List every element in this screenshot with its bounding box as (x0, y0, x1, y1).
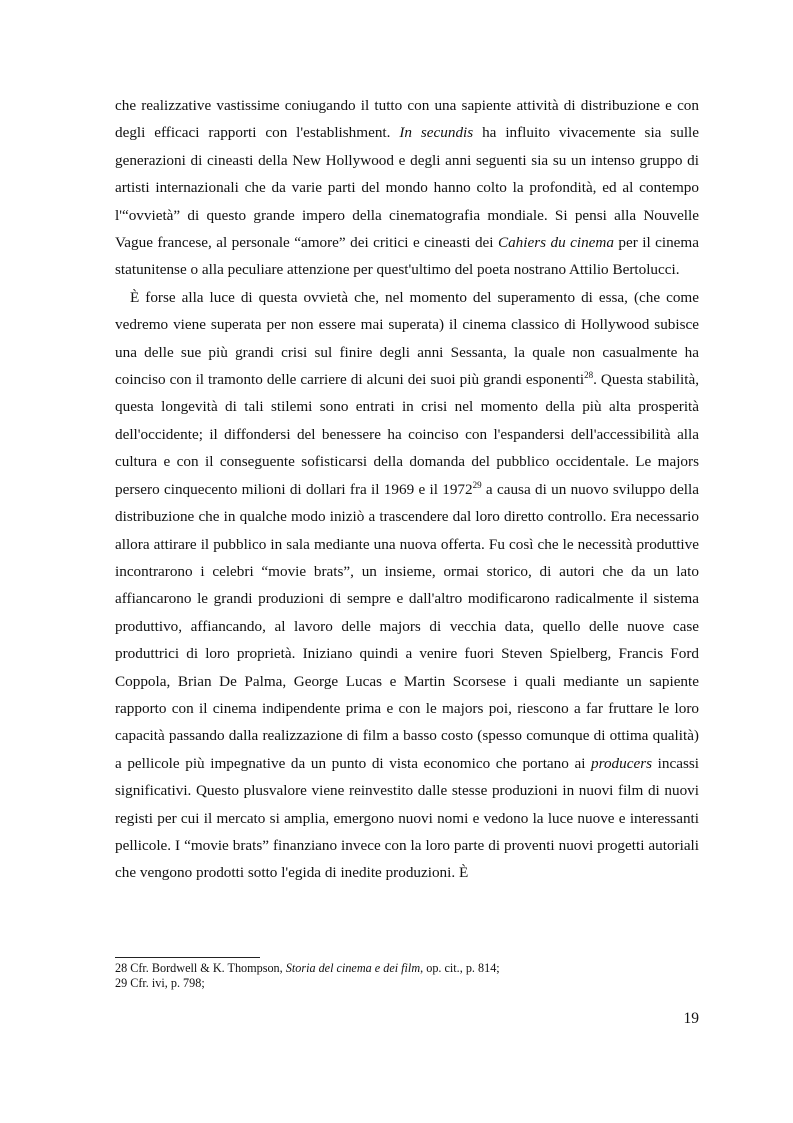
footnote-number: 29 (115, 976, 128, 990)
footnotes (115, 961, 699, 991)
italic-text: Cahiers du cinema (497, 234, 614, 252)
text-run: Cfr. ivi, p. 798; (130, 976, 205, 990)
body-text (115, 92, 699, 887)
italic-text: producers (591, 754, 653, 772)
italic-text: In secundis (399, 124, 474, 142)
page-number: 19 (683, 1010, 699, 1027)
footnote (115, 961, 699, 976)
text-run: che realizzative vastissime coniugando il tutto con una sapiente attività di distribuzione e con degli efficaci rapporti con l'establishment. (115, 97, 699, 142)
footnote (115, 976, 699, 991)
text-run: Cfr. Bordwell & K. Thompson, (130, 961, 286, 975)
paragraph (115, 92, 699, 284)
italic-text: Storia del cinema e dei film (285, 961, 421, 975)
footnote-number: 28 (115, 961, 128, 975)
text-run: . Questa stabilità, questa longevità di tali stilemi sono entrati in crisi nel momento della più alta prosperità dell'occidente; il diffondersi del benessere ha coinciso con l'espandersi dell'accessibilità alla cultura e con il conseguente sofisticarsi della domanda del pubblico occidentale. Le majors persero cinquecento milioni di dollari fra il 1969 e il 1972 (115, 371, 699, 498)
footnote-reference: 28 (584, 370, 594, 381)
text-run: È forse alla luce di questa ovvietà che, nel momento del superamento di essa, (che come vedremo viene superata per non essere mai superata) il cinema classico di Hollywood subisce una delle sue più grandi crisi sul finire degli anni Sessanta, la quale non casualmente ha coinciso con il tramonto delle carriere di alcuni dei suoi più grandi esponenti (115, 288, 699, 389)
text-run: , op. cit., p. 814; (420, 961, 500, 975)
footnote-separator (115, 957, 260, 958)
text-run: ha influito vivacemente sia sulle generazioni di cineasti della New Hollywood e degli anni seguenti sia su un intenso gruppo di artisti internazionali che da varie parti del mondo hanno colto la profondità, ed al contempo l'“ovvietà” di questo grande impero della cinematografia mondiale. Si pensi alla Nouvelle Vague francese, al personale “amore” dei critici e cineasti dei (115, 124, 699, 252)
text-run: a causa di un nuovo sviluppo della distribuzione che in qualche modo iniziò a trascendere dal loro diretto controllo. Era necessario allora attirare il pubblico in sala mediante una nuova offerta. Fu così che le necessità produttive incontrarono i celebri “movie brats”, un insieme, ormai storico, di autori che da un lato affiancarono le grandi produzioni di sempre e dall'altro modificarono radicalmente il sistema produttivo, affiancando, al lavoro delle majors di vecchia data, quello delle nuove case produttrici di loro proprietà. Iniziano quindi a venire fuori Steven Spielberg, Francis Ford Coppola, Brian De Palma, George Lucas e Martin Scorsese i quali mediante un sapiente rapporto con il cinema indipendente prima e con le majors poi, riescono a far fruttare le loro capacità passando dalla realizzazione di film a basso costo (spesso comunque di ottima qualità) a pellicole più impegnative da un punto di vista economico che portano ai (115, 480, 699, 772)
text-run: per il cinema statunitense o alla peculiare attenzione per quest'ultimo del poeta nostrano Attilio Bertolucci. (115, 234, 699, 279)
text-run: incassi significativi. Questo plusvalore viene reinvestito dalle stesse produzioni in nuovi film di nuovi registi per cui il mercato si amplia, emergono nuovi nomi e vedono la luce nuove e interessanti pellicole. I “movie brats” finanziano invece con la loro parte di proventi nuovi progetti autoriali che vengono prodotti sotto l'egida di inedite produzioni. È (115, 754, 699, 882)
footnote-reference: 29 (472, 479, 482, 490)
paragraph (115, 284, 699, 887)
